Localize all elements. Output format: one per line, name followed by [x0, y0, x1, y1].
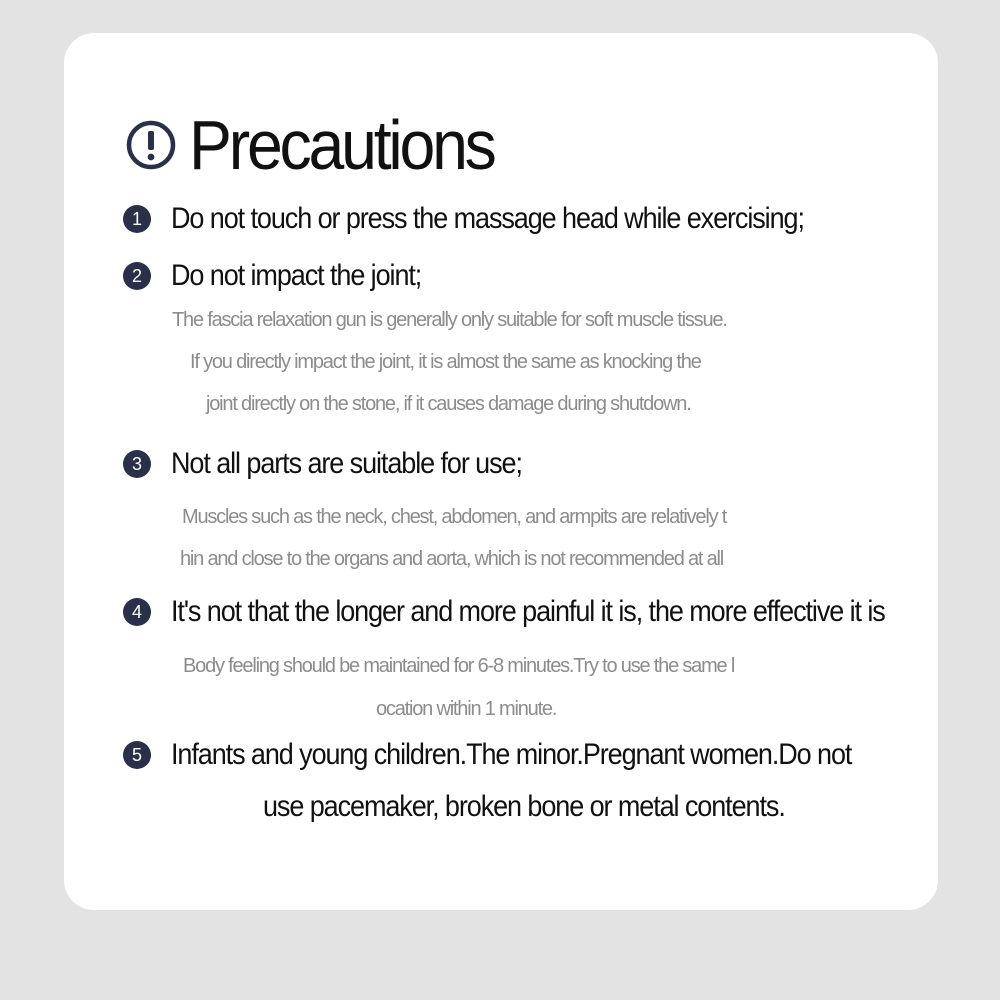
precaution-text-continuation: use pacemaker, broken bone or metal contents.: [263, 790, 785, 823]
detail-line: ocation within 1 minute.: [376, 698, 557, 720]
number-badge: 4: [123, 598, 151, 626]
number-badge: 1: [123, 205, 151, 233]
number-badge: 2: [123, 262, 151, 290]
precaution-item-2: [123, 256, 449, 296]
number-badge: 5: [123, 741, 151, 769]
precaution-text: Not all parts are suitable for use;: [171, 447, 522, 480]
detail-line: The fascia relaxation gun is generally only suitable for soft muscle tissue.: [172, 309, 727, 331]
precaution-item-1: [123, 199, 874, 239]
number-badge: 3: [123, 450, 151, 478]
detail-line: Muscles such as the neck, chest, abdomen, and armpits are relatively t: [182, 506, 727, 528]
precaution-text: Do not touch or press the massage head while exercising;: [171, 202, 804, 235]
detail-line: Body feeling should be maintained for 6-8 minutes.Try to use the same l: [183, 655, 735, 677]
page-title: Precautions: [189, 106, 494, 184]
detail-line: joint directly on the stone, if it causes damage during shutdown.: [206, 393, 691, 415]
precaution-text: Do not impact the joint;: [171, 259, 422, 292]
precaution-text: Infants and young children.The minor.Pregnant women.Do not: [171, 738, 852, 771]
detail-line: If you directly impact the joint, it is almost the same as knocking the: [190, 351, 701, 373]
exclamation-circle-icon: [125, 119, 177, 171]
precaution-item-5: [123, 735, 927, 775]
precaution-item-4: [123, 592, 964, 632]
title-row: [125, 100, 520, 190]
precaution-item-3: [123, 444, 561, 484]
detail-line: hin and close to the organs and aorta, which is not recommended at all: [180, 548, 724, 570]
precaution-text: It's not that the longer and more painful it is, the more effective it is: [171, 595, 885, 628]
